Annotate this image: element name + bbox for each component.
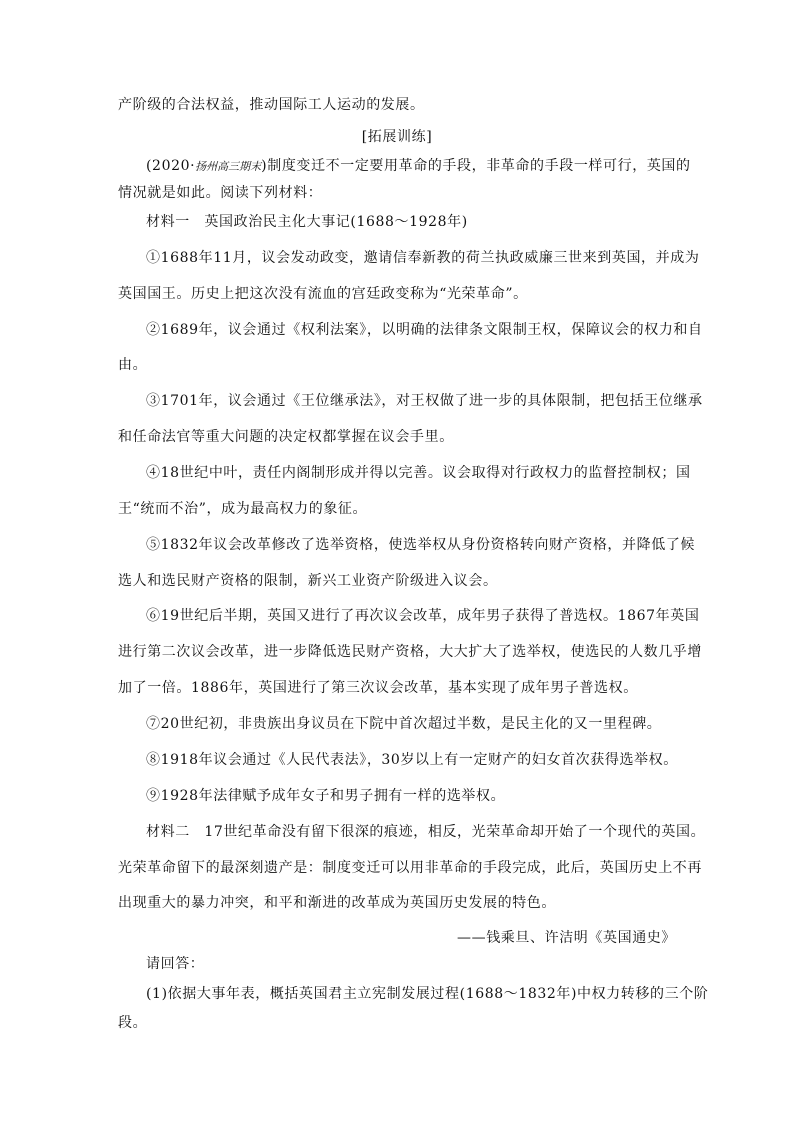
material-line: 出现重大的暴力冲突，和平和渐进的改革成为英国历史发展的特色。 [118, 895, 556, 911]
event-line: ⑦20世纪初，非贵族出身议员在下院中首次超过半数，是民主化的又一里程碑。 [146, 716, 662, 732]
section-heading: [拓展训练] [361, 129, 433, 145]
prompt-label: 请回答： [146, 956, 205, 972]
material-line: 材料二 17世纪革命没有留下很深的痕迹，相反，光荣革命却开始了一个现代的英国。 [146, 824, 706, 840]
source-note: 扬州高三期末 [195, 160, 262, 173]
event-line: ⑨1928年法律赋予成年女子和男子拥有一样的选举权。 [146, 788, 506, 804]
question-line: 段。 [118, 1015, 148, 1031]
event-line: 进行第二次议会改革，进一步降低选民财产资格，大大扩大了选举权，使选民的人数几乎增 [118, 644, 702, 660]
material-line: 光荣革命留下的最深刻遗产是：制度变迁可以用非革命的手段完成，此后，英国历史上不再 [118, 860, 702, 876]
event-line: 由。 [118, 357, 148, 373]
event-line: ④18世纪中叶，责任内阁制形成并得以完善。议会取得对行政权力的监督控制权；国 [146, 465, 691, 481]
material-title: 材料一 英国政治民主化大事记(1688～1928年) [146, 214, 468, 230]
event-line: ⑧1918年议会通过《人民代表法》，30岁以上有一定财产的妇女首次获得选举权。 [146, 752, 678, 768]
event-line: 英国国王。历史上把这次没有流血的宫廷政变称为“光荣革命”。 [118, 286, 528, 302]
event-line: 和任命法官等重大问题的决定权都掌握在议会手里。 [118, 429, 454, 445]
event-line: ①1688年11月，议会发动政变，邀请信奉新教的荷兰执政威廉三世来到英国，并成为 [146, 250, 700, 266]
text-line: 情况就是如此。阅读下列材料： [118, 185, 323, 201]
text-line: 产阶级的合法权益，推动国际工人运动的发展。 [118, 97, 425, 113]
event-line: 王“统而不治”，成为最高权力的象征。 [118, 501, 368, 517]
citation: ——钱乘旦、许洁明《英国通史》 [457, 930, 676, 946]
intro-line [146, 155, 691, 175]
intro-prefix: (2020· [146, 158, 196, 174]
event-line: 加了一倍。1886年，英国进行了第三次议会改革，基本实现了成年男子普选权。 [118, 680, 638, 696]
event-line: ②1689年，议会通过《权利法案》，以明确的法律条文限制王权，保障议会的权力和自 [146, 322, 703, 338]
question-line: (1)依据大事年表，概括英国君主立宪制发展过程(1688～1832年)中权力转移的三个阶 [146, 986, 709, 1002]
event-line: ⑤1832年议会改革修改了选举资格，使选举权从身份资格转向财产资格，并降低了候 [146, 537, 696, 553]
event-line: ③1701年，议会通过《王位继承法》，对王权做了进一步的具体限制，把包括王位继承 [146, 393, 703, 409]
event-line: 选人和选民财产资格的限制，新兴工业资产阶级进入议会。 [118, 573, 498, 589]
event-line: ⑥19世纪后半期，英国又进行了再次议会改革，成年男子获得了普选权。1867年英国 [146, 608, 700, 624]
intro-text: )制度变迁不一定要用革命的手段，非革命的手段一样可行，英国的 [261, 158, 691, 174]
